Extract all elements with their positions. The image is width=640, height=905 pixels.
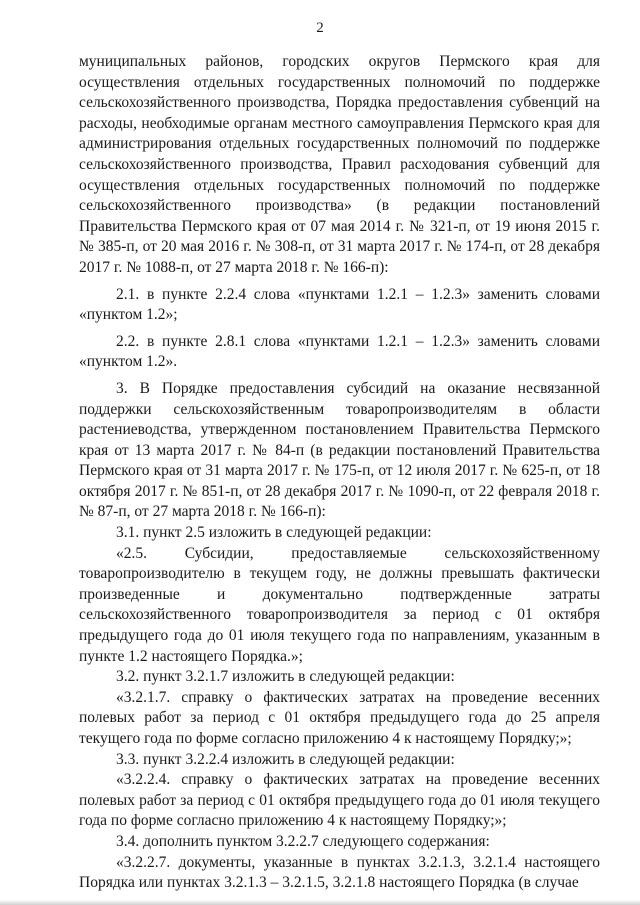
paragraph-2-1: 2.1. в пункте 2.2.4 слова «пунктами 1.2.1 – 1.2.3» заменить словами «пунктом 1.2»; [79,285,600,324]
paragraph-3-4: 3.4. дополнить пунктом 3.2.2.7 следующего содержания: [116,832,490,850]
document-body [79,52,600,894]
quote-2-5: «2.5. Субсидии, предоставляемые сельскохозяйственному товаропроизводителю в текущем году, не должны превышать фактически произведенные и документально подтвержденные затраты сельскохозяйственного товаропроизводителя за период с 01 октября предыдущего года до 01 июля текущего года по направлениям, указанным в пункте 1.2 настоящего Порядка.»; [79,544,600,665]
paragraph-2-2: 2.2. в пункте 2.8.1 слова «пунктами 1.2.1 – 1.2.3» заменить словами «пунктом 1.2». [79,332,600,371]
quote-3-2-2-4: «3.2.2.4. справку о фактических затратах на проведение весенних полевых работ за период с 01 октября предыдущего года до 01 июля текущего года по форме согласно приложению 4 к настоящему Порядку;»; [79,771,600,830]
page-number: 2 [316,20,324,36]
quote-3-2-1-7: «3.2.1.7. справку о фактических затратах на проведение весенних полевых работ за период с 01 октября предыдущего года до 25 апреля текущего года по форме согласно приложению 4 к настоящему Порядку;»; [79,688,600,747]
quote-3-2-2-7: «3.2.2.7. документы, указанные в пунктах 3.2.1.3, 3.2.1.4 настоящего Порядка или пунктах 3.2.1.3 – 3.2.1.5, 3.2.1.8 настоящего Порядка (в случае [79,853,600,892]
paragraph-3-3: 3.3. пункт 3.2.2.4 изложить в следующей редакции: [116,750,455,768]
paragraph-3: 3. В Порядке предоставления субсидий на оказание несвязанной поддержки сельскохозяйственным товаропроизводителям в области растениеводства, утвержденном постановлением Правительства Пермского края от 13 марта 2017 г. № 84-п (в редакции постановлений Правительства Пермского края от 31 марта 2017 г. № 175-п, от 12 июля 2017 г. № 625-п, от 18 октября 2017 г. № 851-п, от 28 декабря 2017 г. № 1090-п, от 22 февраля 2018 г. № 87-п, от 27 марта 2018 г. № 166-п): [79,379,600,521]
page-bottom-edge [0,900,640,905]
paragraph-3-1: 3.1. пункт 2.5 изложить в следующей редакции: [116,524,432,542]
paragraph-3-2: 3.2. пункт 3.2.1.7 изложить в следующей редакции: [116,668,455,686]
paragraph-intro: муниципальных районов, городских округов Пермского края для осуществления отдельных государственных полномочий по поддержке сельскохозяйственного производства, Порядка предоставления субвенций на расходы, необходимые органам местного самоуправления Пермского края для администрирования отдельных государственных полномочий по поддержке сельскохозяйственного производства, Правил расходования субвенций для осуществления отдельных государственных полномочий по поддержке сельскохозяйственного производства» (в редакции постановлений Правительства Пермского края от 07 мая 2014 г. № 321-п, от 19 июня 2015 г. № 385-п, от 20 мая 2016 г. № 308-п, от 31 марта 2017 г. № 174-п, от 28 декабря 2017 г. № 1088-п, от 27 марта 2018 г. № 166-п): [79,53,600,276]
